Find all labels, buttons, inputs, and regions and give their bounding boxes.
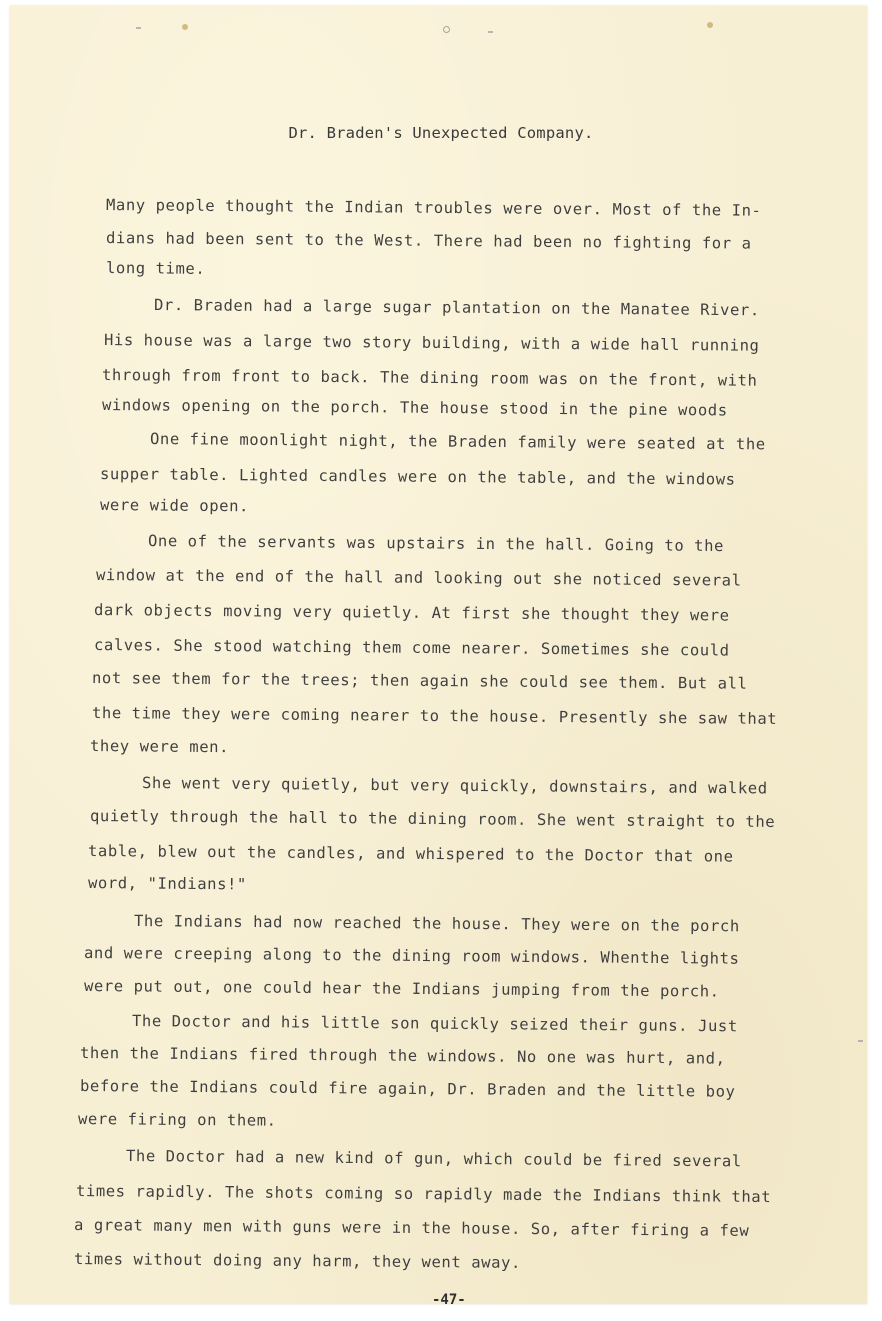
text-line: The Indians had now reached the house. They were on the porch bbox=[133, 912, 740, 936]
speck-mark bbox=[858, 1040, 863, 1042]
text-line: One fine moonlight night, the Braden family were seated at the bbox=[149, 430, 766, 454]
text-line: table, blew out the candles, and whispered to the Doctor that one bbox=[87, 842, 734, 866]
speck-mark bbox=[488, 31, 493, 33]
text-line: dark objects moving very quietly. At first she thought they were bbox=[93, 601, 730, 625]
speck-mark bbox=[136, 27, 141, 29]
text-line: window at the end of the hall and looking out she noticed several bbox=[95, 566, 742, 590]
text-line: times without doing any harm, they went away. bbox=[73, 1250, 521, 1272]
text-line: The Doctor and his little son quickly seized their guns. Just bbox=[131, 1012, 738, 1036]
text-line: dians had been sent to the West. There had been no fighting for a bbox=[105, 229, 752, 253]
punch-hole-mark bbox=[182, 24, 188, 30]
text-line: long time. bbox=[105, 259, 206, 278]
text-line: then the Indians fired through the windows. No one was hurt, and, bbox=[79, 1044, 726, 1068]
text-line: a great many men with guns were in the house. So, after firing a few bbox=[73, 1216, 750, 1240]
text-line: She went very quietly, but very quickly, downstairs, and walked bbox=[141, 774, 768, 798]
text-line: were firing on them. bbox=[77, 1110, 277, 1130]
page-title: Dr. Braden's Unexpected Company. bbox=[288, 124, 594, 142]
text-line: quietly through the hall to the dining room. She went straight to the bbox=[89, 807, 776, 831]
text-line: through from front to back. The dining room was on the front, with bbox=[101, 366, 758, 390]
text-line: were wide open. bbox=[99, 496, 250, 516]
text-line: windows opening on the porch. The house stood in the pine woods bbox=[101, 396, 728, 420]
text-line: not see them for the trees; then again she could see them. But all bbox=[91, 669, 748, 693]
text-line: His house was a large two story building, with a wide hall running bbox=[103, 331, 760, 355]
text-line: they were men. bbox=[89, 737, 230, 757]
text-line: the time they were coming nearer to the house. Presently she saw that bbox=[91, 704, 778, 728]
text-line: calves. She stood watching them come nearer. Sometimes she could bbox=[93, 636, 730, 660]
text-line: were put out, one could hear the Indians jumping from the porch. bbox=[83, 977, 720, 1001]
text-line: Many people thought the Indian troubles were over. Most of the In- bbox=[105, 196, 762, 220]
text-line: supper table. Lighted candles were on the table, and the windows bbox=[99, 465, 736, 489]
page-number: -47- bbox=[432, 1292, 466, 1308]
text-line: One of the servants was upstairs in the hall. Going to the bbox=[147, 532, 725, 556]
text-line: before the Indians could fire again, Dr. Braden and the little boy bbox=[79, 1077, 736, 1101]
punch-hole-mark bbox=[443, 26, 450, 33]
punch-hole-mark bbox=[707, 22, 713, 28]
text-line: The Doctor had a new kind of gun, which could be fired several bbox=[125, 1147, 742, 1171]
text-line: Dr. Braden had a large sugar plantation on the Manatee River. bbox=[153, 296, 760, 320]
text-line: times rapidly. The shots coming so rapidly made the Indians think that bbox=[75, 1182, 772, 1207]
text-line: and were creeping along to the dining room windows. Whenthe lights bbox=[83, 944, 740, 968]
text-line: word, "Indians!" bbox=[87, 874, 247, 894]
